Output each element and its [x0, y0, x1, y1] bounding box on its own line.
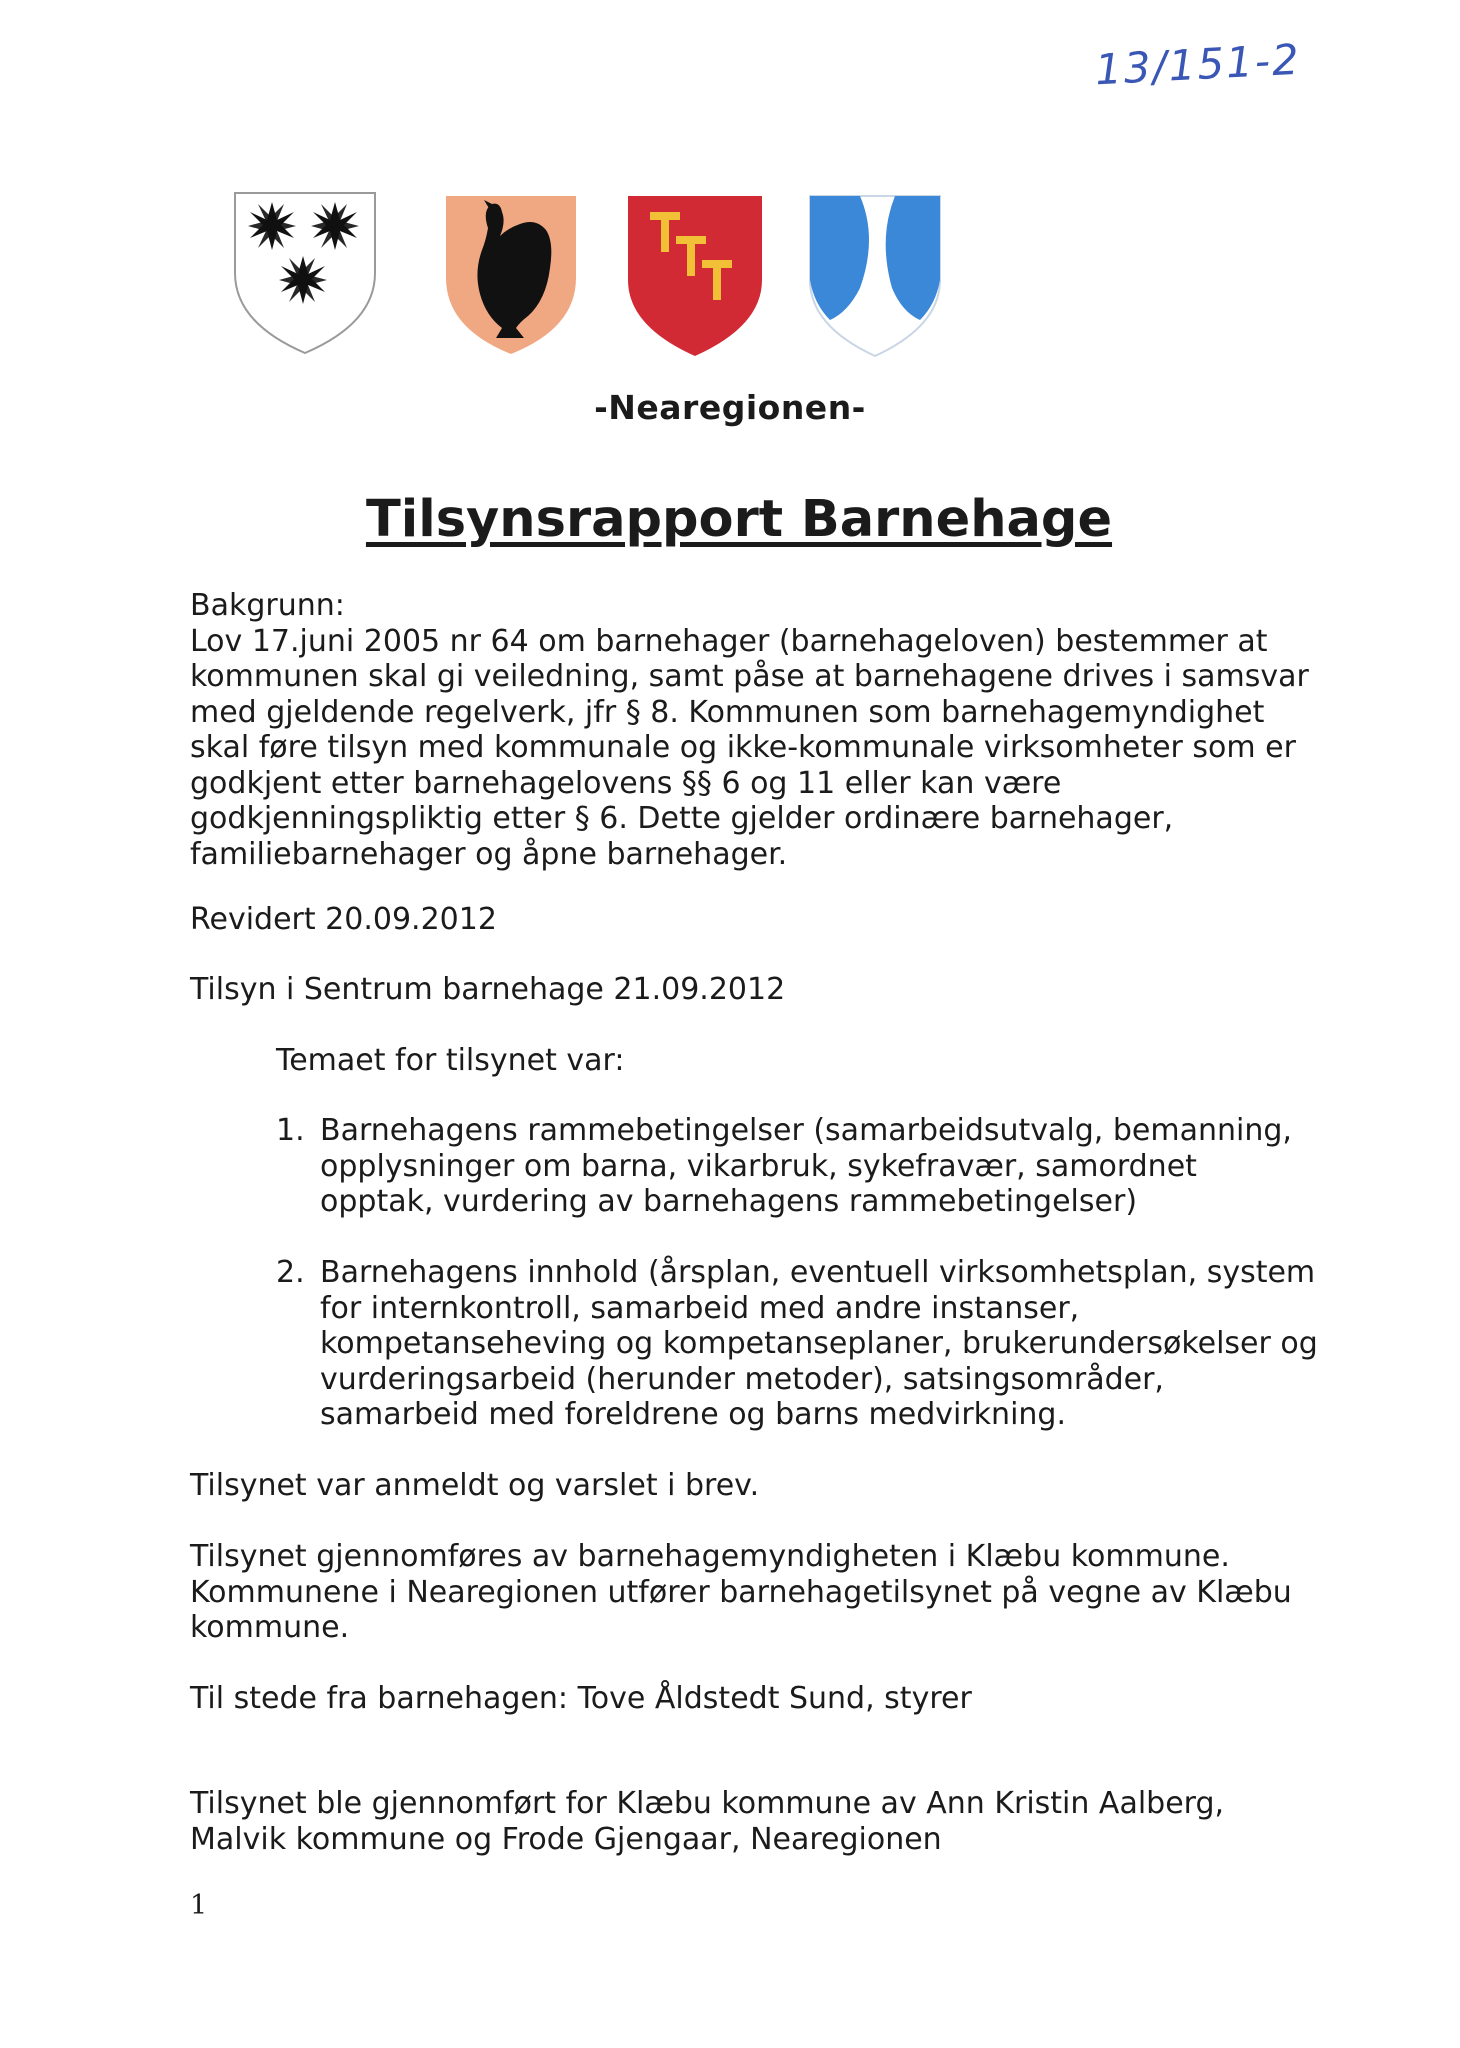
handwritten-reference: 13/151-2 — [1093, 34, 1302, 95]
region-name: -Nearegionen- — [594, 388, 866, 427]
background-line: Lov 17.juni 2005 nr 64 om barnehager (barnehageloven) bestemmer at — [190, 623, 1268, 659]
page-number: 1 — [190, 1890, 208, 1921]
list-line: opptak, vurdering av barnehagens rammebetingelser) — [320, 1184, 1138, 1219]
list-line: opplysninger om barna, vikarbruk, sykefravær, samordnet — [320, 1148, 1197, 1184]
background-line: familiebarnehager og åpne barnehager. — [190, 836, 788, 872]
paragraph-line: Malvik kommune og Frode Gjengaar, Nearegionen — [190, 1821, 942, 1857]
inspection-location: Tilsyn i Sentrum barnehage 21.09.2012 — [190, 972, 786, 1007]
theme-heading: Temaet for tilsynet var: — [276, 1043, 625, 1078]
conducted-by-text — [190, 1539, 1292, 1646]
background-label: Bakgrunn: — [190, 588, 345, 623]
revised-date: Revidert 20.09.2012 — [190, 902, 497, 937]
paragraph-line: Kommunene i Nearegionen utfører barnehagetilsynet på vegne av Klæbu — [190, 1574, 1292, 1610]
list-line: kompetanseheving og kompetanseplaner, brukerundersøkelser og — [320, 1326, 1318, 1361]
background-line: skal føre tilsyn med kommunale og ikke-kommunale virksomheter som er — [190, 730, 1296, 765]
list-line: Barnehagens innhold (årsplan, eventuell virksomhetsplan, system — [320, 1255, 1316, 1290]
paragraph-line: Tilsynet gjennomføres av barnehagemyndigheten i Klæbu kommune. — [190, 1539, 1230, 1574]
grouse-crest — [436, 188, 586, 358]
page-title: Tilsynsrapport Barnehage — [365, 490, 1113, 549]
paragraph-line: kommune. — [190, 1610, 350, 1645]
background-section — [190, 588, 1309, 872]
list-line: Barnehagens rammebetingelser (samarbeidsutvalg, bemanning, — [320, 1113, 1292, 1148]
blue-crest — [800, 188, 950, 358]
background-line: godkjenningspliktig etter § 6. Dette gjelder ordinære barnehager, — [190, 801, 1174, 836]
paragraph-line: Tilsynet ble gjennomført for Klæbu kommune av Ann Kristin Aalberg, — [190, 1786, 1225, 1821]
background-line: godkjent etter barnehagelovens §§ 6 og 11 eller kan være — [190, 765, 1062, 801]
background-line: kommunen skal gi veiledning, samt påse at barnehagene drives i samsvar — [190, 659, 1309, 694]
list-line: for internkontroll, samarbeid med andre instanser, — [320, 1290, 1080, 1326]
announced-text: Tilsynet var anmeldt og varslet i brev. — [190, 1468, 760, 1503]
ttt-crest — [620, 188, 770, 358]
background-line: med gjeldende regelverk, jfr § 8. Kommunen som barnehagemyndighet — [190, 694, 1265, 730]
list-number: 1. — [276, 1113, 305, 1148]
list-item — [276, 1255, 1326, 1433]
list-item — [276, 1113, 1326, 1220]
carried-out-text — [190, 1786, 1224, 1857]
list-number: 2. — [276, 1255, 305, 1290]
list-line: vurderingsarbeid (herunder metoder), satsingsområder, — [320, 1361, 1164, 1397]
list-line: samarbeid med foreldrene og barns medvirkning. — [320, 1397, 1067, 1432]
theme-list — [276, 1113, 1326, 1433]
stars-crest — [230, 188, 380, 358]
present-text: Til stede fra barnehagen: Tove Åldstedt Sund, styrer — [190, 1681, 972, 1716]
